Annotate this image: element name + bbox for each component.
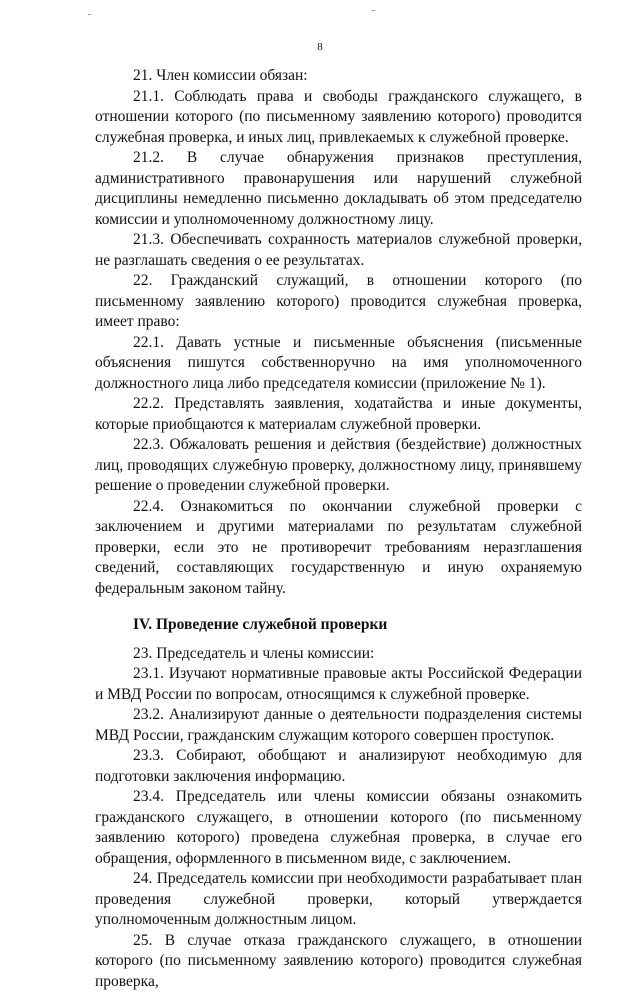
paragraph-23-2: 23.2. Анализируют данные о деятельности подразделения системы МВД России, гражданским служащим которого совершен проступок. [95,705,582,746]
paragraph-22-2: 22.2. Представлять заявления, ходатайства и иные документы, которые приобщаются к материалам служебной проверки. [95,394,582,435]
paragraph-22-3: 22.3. Обжаловать решения и действия (бездействие) должностных лиц, проводящих служебную проверку, должностному лицу, принявшему решение о проведении служебной проверки. [95,435,582,497]
paragraph-23: 23. Председатель и члены комиссии: [95,644,582,665]
paragraph-24: 24. Председатель комиссии при необходимости разрабатывает план проведения служебной проверки, который утверждается уполномоченным должностным лицом. [95,869,582,931]
scan-speck [88,14,91,15]
paragraph-22-4: 22.4. Ознакомиться по окончании служебной проверки с заключением и другими материалами по результатам служебной проверки, если это не противоречит требованиям неразглашения сведений, составляющих государственную и иную охраняемую федеральным законом тайну. [95,497,582,600]
paragraph-23-4: 23.4. Председатель или члены комиссии обязаны ознакомить гражданского служащего, в отношении которого (по письменному заявлению которого) проведена служебная проверка, в случае его обращения, оформленного в письменном виде, с заключением. [95,787,582,869]
page-number: 8 [0,40,640,54]
paragraph-21-3: 21.3. Обеспечивать сохранность материалов служебной проверки, не разглашать сведения о ее результатах. [95,230,582,271]
paragraph-21-1: 21.1. Соблюдать права и свободы гражданского служащего, в отношении которого (по письменному заявлению которого) проводится служебная проверка, и иных лиц, привлекаемых к служебной проверке. [95,87,582,149]
paragraph-21-2: 21.2. В случае обнаружения признаков преступления, административного правонарушения или нарушений служебной дисциплины немедленно письменно докладывать об этом председателю комиссии и уполномоченному должностному лицу. [95,148,582,230]
scan-speck [372,10,375,11]
paragraph-21: 21. Член комиссии обязан: [95,66,582,87]
paragraph-23-3: 23.3. Собирают, обобщают и анализируют необходимую для подготовки заключения информацию. [95,746,582,787]
paragraph-23-1: 23.1. Изучают нормативные правовые акты Российской Федерации и МВД России по вопросам, относящимся к служебной проверке. [95,664,582,705]
document-body [95,66,582,992]
section-heading: IV. Проведение служебной проверки [95,615,582,636]
paragraph-25: 25. В случае отказа гражданского служащего, в отношении которого (по письменному заявлению которого) проводится служебная проверка, [95,931,582,992]
paragraph-22: 22. Гражданский служащий, в отношении которого (по письменному заявлению которого) проводится служебная проверка, имеет право: [95,271,582,333]
paragraph-22-1: 22.1. Давать устные и письменные объяснения (письменные объяснения пишутся собственноручно на имя уполномоченного должностного лица либо председателя комиссии (приложение № 1). [95,333,582,395]
